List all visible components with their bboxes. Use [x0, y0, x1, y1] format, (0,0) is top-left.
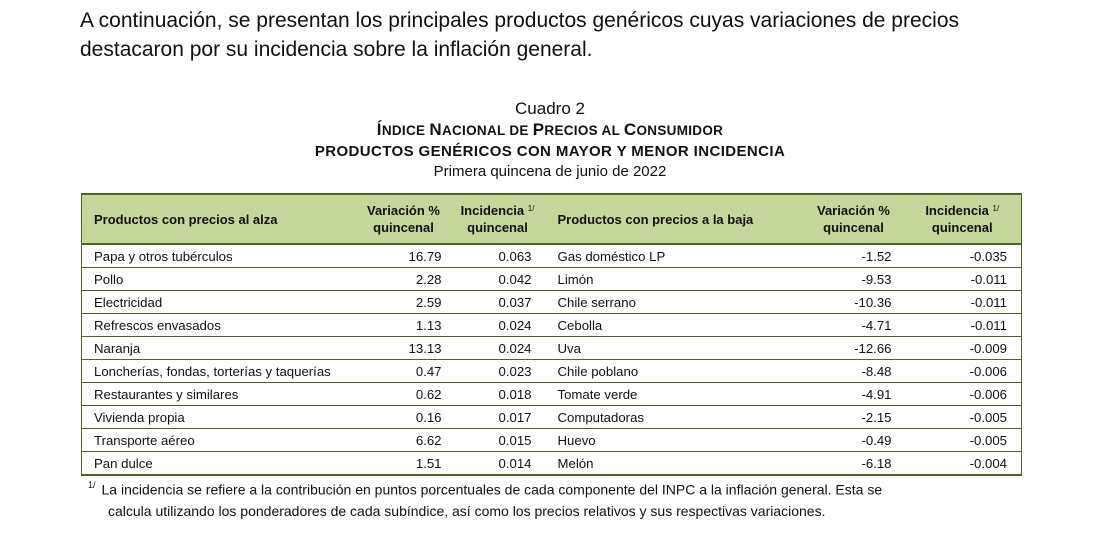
variacion-baja: -8.48	[804, 360, 904, 383]
footnote	[88, 476, 1028, 522]
table-number: Cuadro 2	[515, 99, 585, 118]
incidencia-alza: 0.015	[450, 429, 546, 452]
table-row	[82, 268, 1022, 291]
product-alza: Pollo	[82, 268, 358, 291]
product-alza: Vivienda propia	[82, 406, 358, 429]
variacion-baja: -2.15	[804, 406, 904, 429]
variacion-alza: 2.59	[358, 291, 450, 314]
incidencia-alza: 0.014	[450, 452, 546, 476]
variacion-baja: -12.66	[804, 337, 904, 360]
variacion-alza: 0.16	[358, 406, 450, 429]
incidencia-baja: -0.009	[904, 337, 1022, 360]
header-incidencia-alza: Incidencia $^{1/}$ quincenal	[450, 194, 546, 244]
incidencia-baja: -0.011	[904, 291, 1022, 314]
product-alza: Pan dulce	[82, 452, 358, 476]
product-alza: Refrescos envasados	[82, 314, 358, 337]
variacion-alza: 13.13	[358, 337, 450, 360]
incidencia-alza: 0.024	[450, 337, 546, 360]
product-baja: Tomate verde	[546, 383, 804, 406]
product-baja: Huevo	[546, 429, 804, 452]
incidencia-alza: 0.023	[450, 360, 546, 383]
variacion-alza: 6.62	[358, 429, 450, 452]
product-baja: Computadoras	[546, 406, 804, 429]
product-alza: Naranja	[82, 337, 358, 360]
incidencia-alza: 0.017	[450, 406, 546, 429]
incidencia-baja: -0.011	[904, 268, 1022, 291]
product-alza: Transporte aéreo	[82, 429, 358, 452]
incidencia-baja: -0.004	[904, 452, 1022, 476]
variacion-baja: -0.49	[804, 429, 904, 452]
header-variacion-alza: Variación % quincenal	[358, 194, 450, 244]
variacion-alza: 1.51	[358, 452, 450, 476]
table-row	[82, 383, 1022, 406]
footnote-line-2: calcula utilizando los ponderadores de cada subíndice, así como los precios relativos y sus respectivas variaciones.	[108, 502, 826, 519]
variacion-baja: -10.36	[804, 291, 904, 314]
incidence-table	[81, 193, 1022, 476]
table-row	[82, 429, 1022, 452]
incidencia-alza: 0.037	[450, 291, 546, 314]
incidencia-alza: 0.042	[450, 268, 546, 291]
incidencia-alza: 0.063	[450, 244, 546, 268]
variacion-alza: 0.47	[358, 360, 450, 383]
product-baja: Uva	[546, 337, 804, 360]
table-titles	[80, 98, 1020, 181]
table-row	[82, 244, 1022, 268]
variacion-alza: 2.28	[358, 268, 450, 291]
header-alza: Productos con precios al alza	[82, 194, 358, 244]
table-header-row	[82, 194, 1022, 244]
product-alza: Restaurantes y similares	[82, 383, 358, 406]
product-baja: Chile poblano	[546, 360, 804, 383]
footnote-marker: 1/	[88, 480, 96, 490]
header-variacion-baja: Variación % quincenal	[804, 194, 904, 244]
product-baja: Melón	[546, 452, 804, 476]
intro-paragraph: A continuación, se presentan los principales productos genéricos cuyas variaciones de precios destacaron por su incidencia sobre la inflación general.	[80, 9, 960, 61]
incidencia-alza: 0.018	[450, 383, 546, 406]
header-baja: Productos con precios a la baja	[546, 194, 804, 244]
incidencia-alza: 0.024	[450, 314, 546, 337]
variacion-baja: -9.53	[804, 268, 904, 291]
incidencia-baja: -0.006	[904, 383, 1022, 406]
variacion-alza: 0.62	[358, 383, 450, 406]
product-baja: Chile serrano	[546, 291, 804, 314]
variacion-alza: 1.13	[358, 314, 450, 337]
product-alza: Loncherías, fondas, torterías y taquerías	[82, 360, 358, 383]
variacion-baja: -4.71	[804, 314, 904, 337]
table-row	[82, 406, 1022, 429]
variacion-baja: -1.52	[804, 244, 904, 268]
variacion-alza: 16.79	[358, 244, 450, 268]
product-baja: Limón	[546, 268, 804, 291]
table-period: Primera quincena de junio de 2022	[433, 163, 667, 180]
incidencia-baja: -0.006	[904, 360, 1022, 383]
incidencia-baja: -0.005	[904, 406, 1022, 429]
incidencia-baja: -0.035	[904, 244, 1022, 268]
variacion-baja: -6.18	[804, 452, 904, 476]
table-subtitle: PRODUCTOS GENÉRICOS CON MAYOR Y MENOR INCIDENCIA	[314, 143, 786, 160]
table-title: ÍNDICE NACIONAL DE PRECIOS AL CONSUMIDOR	[376, 120, 724, 139]
product-alza: Papa y otros tubérculos	[82, 244, 358, 268]
header-incidencia-baja: Incidencia $^{1/}$ quincenal	[904, 194, 1022, 244]
product-alza: Electricidad	[82, 291, 358, 314]
table-row	[82, 314, 1022, 337]
table-row	[82, 291, 1022, 314]
table-row	[82, 452, 1022, 476]
table-row	[82, 337, 1022, 360]
product-baja: Cebolla	[546, 314, 804, 337]
incidencia-baja: -0.011	[904, 314, 1022, 337]
variacion-baja: -4.91	[804, 383, 904, 406]
product-baja: Gas doméstico LP	[546, 244, 804, 268]
footnote-line-1: $^{1/}$ La incidencia se refiere a la contribución en puntos porcentuales de cada componente del INPC a la inflación general. Esta se	[88, 480, 883, 498]
incidencia-baja: -0.005	[904, 429, 1022, 452]
table-row	[82, 360, 1022, 383]
